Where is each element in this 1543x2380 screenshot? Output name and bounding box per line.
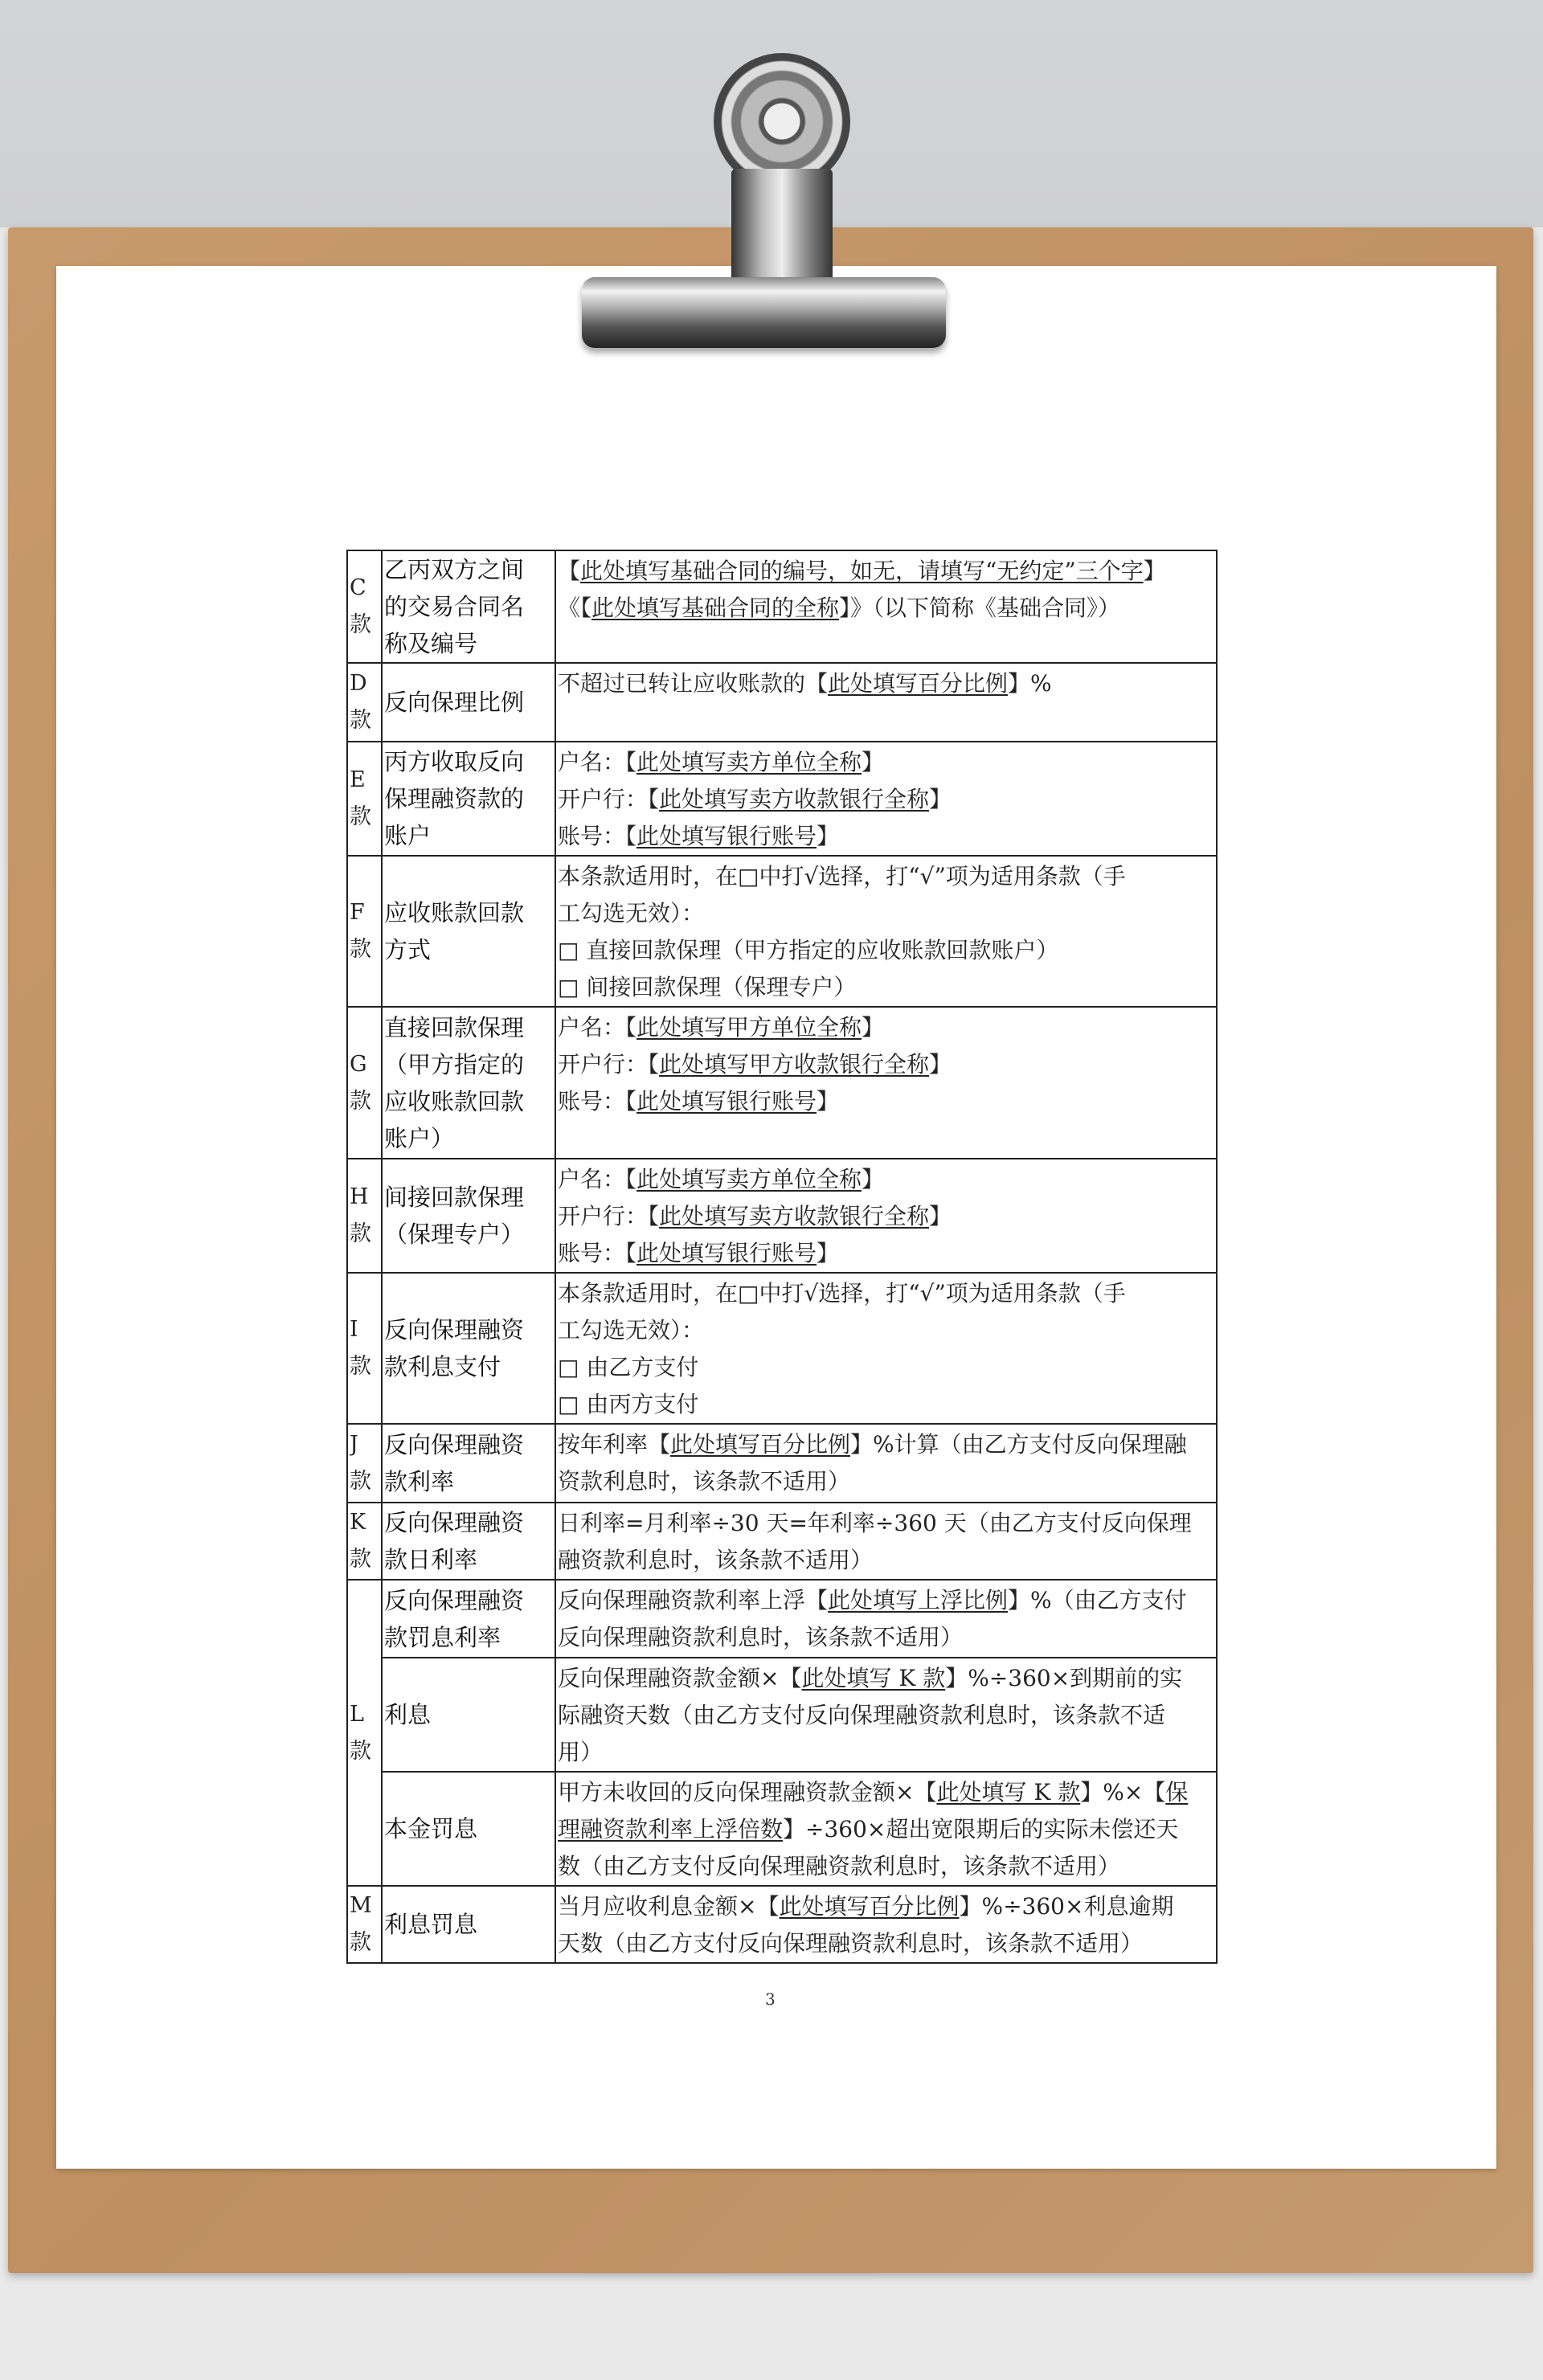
content-text: 工勾选无效）： (558, 900, 705, 926)
content-text: 】 (929, 1051, 952, 1078)
clause-label-text: 款罚息利率 (384, 1623, 501, 1651)
table-row (347, 1772, 1217, 1886)
clause-letter-text: 款 (350, 1354, 371, 1379)
content-line (558, 1888, 1214, 1925)
content-text: □ 直接回款保理（甲方指定的应收账款回款账户） (558, 937, 1059, 963)
content-line (558, 1582, 1214, 1619)
clause-content (555, 1273, 1217, 1424)
content-line (558, 895, 1214, 932)
content-line (558, 1848, 1214, 1885)
content-text: 】%÷360×利息逾期 (959, 1893, 1174, 1920)
content-text: 际融资天数（由乙方支付反向保理融资款利息时，该条款不适 (558, 1702, 1166, 1728)
clause-label-text: 方式 (384, 936, 432, 963)
clause-letter (347, 1886, 382, 1963)
content-line (558, 744, 1214, 781)
content-text: 】 (929, 786, 952, 812)
clause-letter-text: H (350, 1184, 369, 1209)
clause-label-text: 反向保理融资 (384, 1586, 525, 1614)
clause-label-text: （甲方指定的 (384, 1050, 525, 1078)
clause-label-text: 款日利率 (384, 1546, 478, 1573)
content-line (558, 1542, 1214, 1579)
content-text: 日利率=月利率÷30 天=年利率÷360 天（由乙方支付反向保理 (558, 1510, 1192, 1536)
content-text: 反向保理融资款利息时，该条款不适用） (558, 1624, 964, 1650)
table-row (347, 742, 1217, 856)
clause-content (555, 1886, 1217, 1963)
clause-letter-text: 款 (350, 1088, 371, 1114)
content-line (558, 1349, 1214, 1386)
content-line (558, 969, 1214, 1006)
clause-label-text: 利息 (384, 1701, 432, 1728)
clause-letter-text: 款 (350, 1930, 371, 1955)
content-text: 开户行：【 (558, 1051, 660, 1078)
content-text: 】 (817, 1240, 840, 1266)
fill-in-placeholder: 此处填写 K 款 (801, 1665, 946, 1691)
content-text: 】÷360×超出宽限期后的实际未偿还天 (783, 1816, 1179, 1842)
clause-label (382, 1886, 555, 1963)
content-text: 】%计算（由乙方支付反向保理融 (850, 1431, 1187, 1458)
table-row (347, 1580, 1217, 1658)
content-text: 】 (1143, 558, 1166, 584)
clause-letter (347, 1424, 382, 1503)
clause-letter-text: 款 (350, 1469, 371, 1494)
clause-letter-text: 款 (350, 804, 371, 829)
fill-in-placeholder: 此处填写上浮比例 (828, 1587, 1009, 1613)
content-text: 反向保理融资款金额×【 (558, 1665, 802, 1691)
table-row (347, 1007, 1217, 1159)
content-line (558, 1734, 1214, 1771)
fill-in-placeholder: 此处填写银行账号 (636, 1240, 817, 1266)
clause-label-text: 账户） (384, 1124, 455, 1152)
content-line (558, 1925, 1214, 1962)
content-line (558, 665, 1214, 702)
content-text: 】 (862, 1166, 885, 1192)
content-text: 】%（由乙方支付 (1008, 1587, 1187, 1613)
clause-label-text: 账户 (384, 822, 432, 849)
content-line (558, 1046, 1214, 1083)
content-line (558, 1083, 1214, 1120)
table-row (347, 550, 1217, 663)
clause-label-text: （保理专户） (384, 1221, 525, 1248)
clause-letter (347, 663, 382, 742)
content-line (558, 1463, 1214, 1500)
table-row (347, 856, 1217, 1007)
clause-letter (347, 856, 382, 1007)
terms-table (346, 550, 1218, 1964)
table-row (347, 1424, 1217, 1503)
fill-in-placeholder: 保 (1165, 1779, 1189, 1805)
clause-label-text: 反向保理比例 (384, 689, 525, 716)
fill-in-placeholder: 此处填写卖方收款银行全称 (659, 1203, 930, 1229)
clause-label (382, 1273, 555, 1424)
clause-label (382, 1424, 555, 1503)
clause-letter (347, 1007, 382, 1159)
clip-neck-icon (731, 169, 833, 289)
content-line (558, 1235, 1214, 1272)
fill-in-placeholder: 此处填写甲方单位全称 (636, 1014, 862, 1041)
content-line (558, 1161, 1214, 1198)
content-line (558, 858, 1214, 895)
content-text: □ 间接回款保理（保理专户） (558, 974, 857, 1000)
content-text: 】》（以下简称《基础合同》） (839, 595, 1121, 621)
content-line (558, 1774, 1214, 1811)
content-text: 融资款利息时，该条款不适用） (558, 1547, 874, 1573)
content-text: 】 (817, 1088, 840, 1114)
content-line (558, 1619, 1214, 1656)
table-row (347, 1503, 1217, 1580)
binder-clip-icon (582, 277, 946, 348)
clause-letter-text: 款 (350, 1221, 371, 1246)
clause-content (555, 1159, 1217, 1273)
clause-letter-text: F (350, 900, 365, 925)
content-line (558, 1426, 1214, 1463)
clause-label (382, 1503, 555, 1580)
clause-label (382, 742, 555, 856)
clause-content (555, 1772, 1217, 1886)
clause-letter-text: C (350, 575, 366, 600)
clause-label (382, 1159, 555, 1273)
clause-label (382, 1658, 555, 1772)
content-text: 】 (862, 749, 885, 775)
clause-letter-text: 款 (350, 612, 371, 637)
clause-label (382, 663, 555, 742)
clause-label-text: 的交易合同名 (384, 593, 525, 620)
content-text: 用） (558, 1739, 604, 1765)
clause-letter (347, 1159, 382, 1273)
clause-label (382, 856, 555, 1007)
fill-in-placeholder: 此处填写百分比例 (670, 1431, 851, 1458)
content-line (558, 1811, 1214, 1848)
clause-letter-text: J (350, 1432, 358, 1457)
content-line (558, 1312, 1214, 1349)
clause-label-text: 丙方收取反向 (384, 748, 525, 775)
table-row (347, 1159, 1217, 1273)
content-line (558, 590, 1214, 627)
content-text: 】% (1008, 670, 1052, 697)
content-text: 本条款适用时，在□中打√选择，打“√”项为适用条款（手 (558, 1280, 1126, 1307)
fill-in-placeholder: 此处填写 K 款 (936, 1779, 1081, 1805)
clause-label-text: 款利息支付 (384, 1353, 501, 1380)
page-number: 3 (765, 1989, 776, 2009)
content-text: 反向保理融资款利率上浮【 (558, 1587, 829, 1613)
clause-letter-text: E (350, 767, 366, 792)
clause-label-text: 款利率 (384, 1468, 455, 1495)
clause-letter (347, 1273, 382, 1424)
clause-content (555, 1580, 1217, 1658)
clause-label-text: 直接回款保理 (384, 1013, 525, 1041)
content-text: 户名：【 (558, 1166, 637, 1192)
clause-content (555, 1424, 1217, 1503)
content-text: □ 由丙方支付 (558, 1391, 699, 1417)
clause-label (382, 1007, 555, 1159)
clause-label-text: 保理融资款的 (384, 785, 525, 812)
clause-letter-text: D (350, 671, 367, 696)
clause-label-text: 反向保理融资 (384, 1509, 525, 1536)
clause-letter-text: 款 (350, 1547, 371, 1572)
content-line (558, 1275, 1214, 1312)
clause-content (555, 856, 1217, 1007)
content-text: 】 (862, 1014, 885, 1041)
fill-in-placeholder: 此处填写银行账号 (636, 823, 817, 849)
content-text: 不超过已转让应收账款的【 (558, 670, 829, 697)
clause-letter-text: L (350, 1701, 364, 1727)
table-row (347, 1273, 1217, 1424)
content-text: 资款利息时，该条款不适用） (558, 1468, 851, 1495)
content-text: 本条款适用时，在□中打√选择，打“√”项为适用条款（手 (558, 863, 1126, 889)
fill-in-placeholder: 此处填写卖方单位全称 (636, 749, 862, 775)
content-text: 】%×【 (1080, 1779, 1166, 1805)
content-text: 当月应收利息金额×【 (558, 1893, 780, 1920)
fill-in-placeholder: 此处填写基础合同的全称 (591, 595, 840, 621)
content-text: 《【 (558, 595, 592, 621)
table-row (347, 663, 1217, 742)
clause-label (382, 1580, 555, 1658)
clause-label-text: 应收账款回款 (384, 1087, 525, 1115)
content-text: 账号：【 (558, 823, 637, 849)
clause-content (555, 663, 1217, 742)
content-text: 按年利率【 (558, 1431, 671, 1458)
fill-in-placeholder: 此处填写卖方单位全称 (636, 1166, 862, 1192)
clause-label (382, 550, 555, 663)
table-row (347, 1886, 1217, 1963)
content-text: 账号：【 (558, 1240, 637, 1266)
table-row (347, 1658, 1217, 1772)
content-text: 天数（由乙方支付反向保理融资款利息时，该条款不适用） (558, 1930, 1144, 1957)
fill-in-placeholder: 此处填写基础合同的编号，如无，请填写“无约定”三个字 (580, 558, 1144, 584)
content-line (558, 1386, 1214, 1423)
clause-label-text: 间接回款保理 (384, 1184, 525, 1211)
content-text: 户名：【 (558, 749, 637, 775)
content-text: 】%÷360×到期前的实 (945, 1665, 1183, 1691)
content-text: 甲方未收回的反向保理融资款金额×【 (558, 1779, 937, 1805)
fill-in-placeholder: 此处填写百分比例 (779, 1893, 960, 1920)
content-line (558, 818, 1214, 855)
content-line (558, 553, 1214, 590)
content-line (558, 1697, 1214, 1734)
fill-in-placeholder: 此处填写甲方收款银行全称 (659, 1051, 930, 1078)
clause-letter-text: 款 (350, 1738, 371, 1764)
content-text: 账号：【 (558, 1088, 637, 1114)
content-text: 】 (817, 823, 840, 849)
clause-label-text: 利息罚息 (384, 1911, 478, 1938)
content-text: □ 由乙方支付 (558, 1354, 699, 1380)
clause-label (382, 1772, 555, 1886)
content-line (558, 1009, 1214, 1046)
clause-content (555, 1658, 1217, 1772)
clause-label-text: 反向保理融资 (384, 1316, 525, 1343)
clause-label-text: 应收账款回款 (384, 899, 525, 926)
clause-label-text: 乙丙双方之间 (384, 556, 525, 583)
clause-letter (347, 742, 382, 856)
content-line (558, 1660, 1214, 1697)
clause-label-text: 称及编号 (384, 630, 478, 657)
content-text: 数（由乙方支付反向保理融资款利息时，该条款不适用） (558, 1853, 1121, 1879)
clause-label-text: 反向保理融资 (384, 1431, 525, 1458)
clause-content (555, 1503, 1217, 1580)
content-line (558, 781, 1214, 818)
clause-letter-text: K (350, 1510, 366, 1535)
content-text: 工勾选无效）： (558, 1317, 705, 1343)
clause-letter-text: I (350, 1317, 358, 1342)
clause-letter-text: G (350, 1051, 367, 1077)
fill-in-placeholder: 此处填写百分比例 (828, 670, 1009, 697)
clause-letter-text: 款 (350, 708, 371, 733)
clause-label-text: 本金罚息 (384, 1815, 478, 1842)
content-text: 户名：【 (558, 1014, 637, 1041)
content-text: 开户行：【 (558, 1203, 660, 1229)
clause-letter (347, 550, 382, 663)
content-line (558, 1505, 1214, 1542)
clause-letter (347, 1503, 382, 1580)
clause-content (555, 550, 1217, 663)
content-text: 】 (929, 1203, 952, 1229)
clause-content (555, 742, 1217, 856)
fill-in-placeholder: 此处填写卖方收款银行全称 (659, 786, 930, 812)
content-line (558, 932, 1214, 969)
content-text: 【 (558, 558, 581, 584)
content-line (558, 1198, 1214, 1235)
fill-in-placeholder: 此处填写银行账号 (636, 1088, 817, 1114)
clause-letter-text: M (350, 1893, 372, 1918)
clause-content (555, 1007, 1217, 1159)
fill-in-placeholder: 理融资款利率上浮倍数 (558, 1816, 784, 1842)
content-text: 开户行：【 (558, 786, 660, 812)
clause-letter-text: 款 (350, 937, 371, 962)
clause-letter (347, 1580, 382, 1886)
